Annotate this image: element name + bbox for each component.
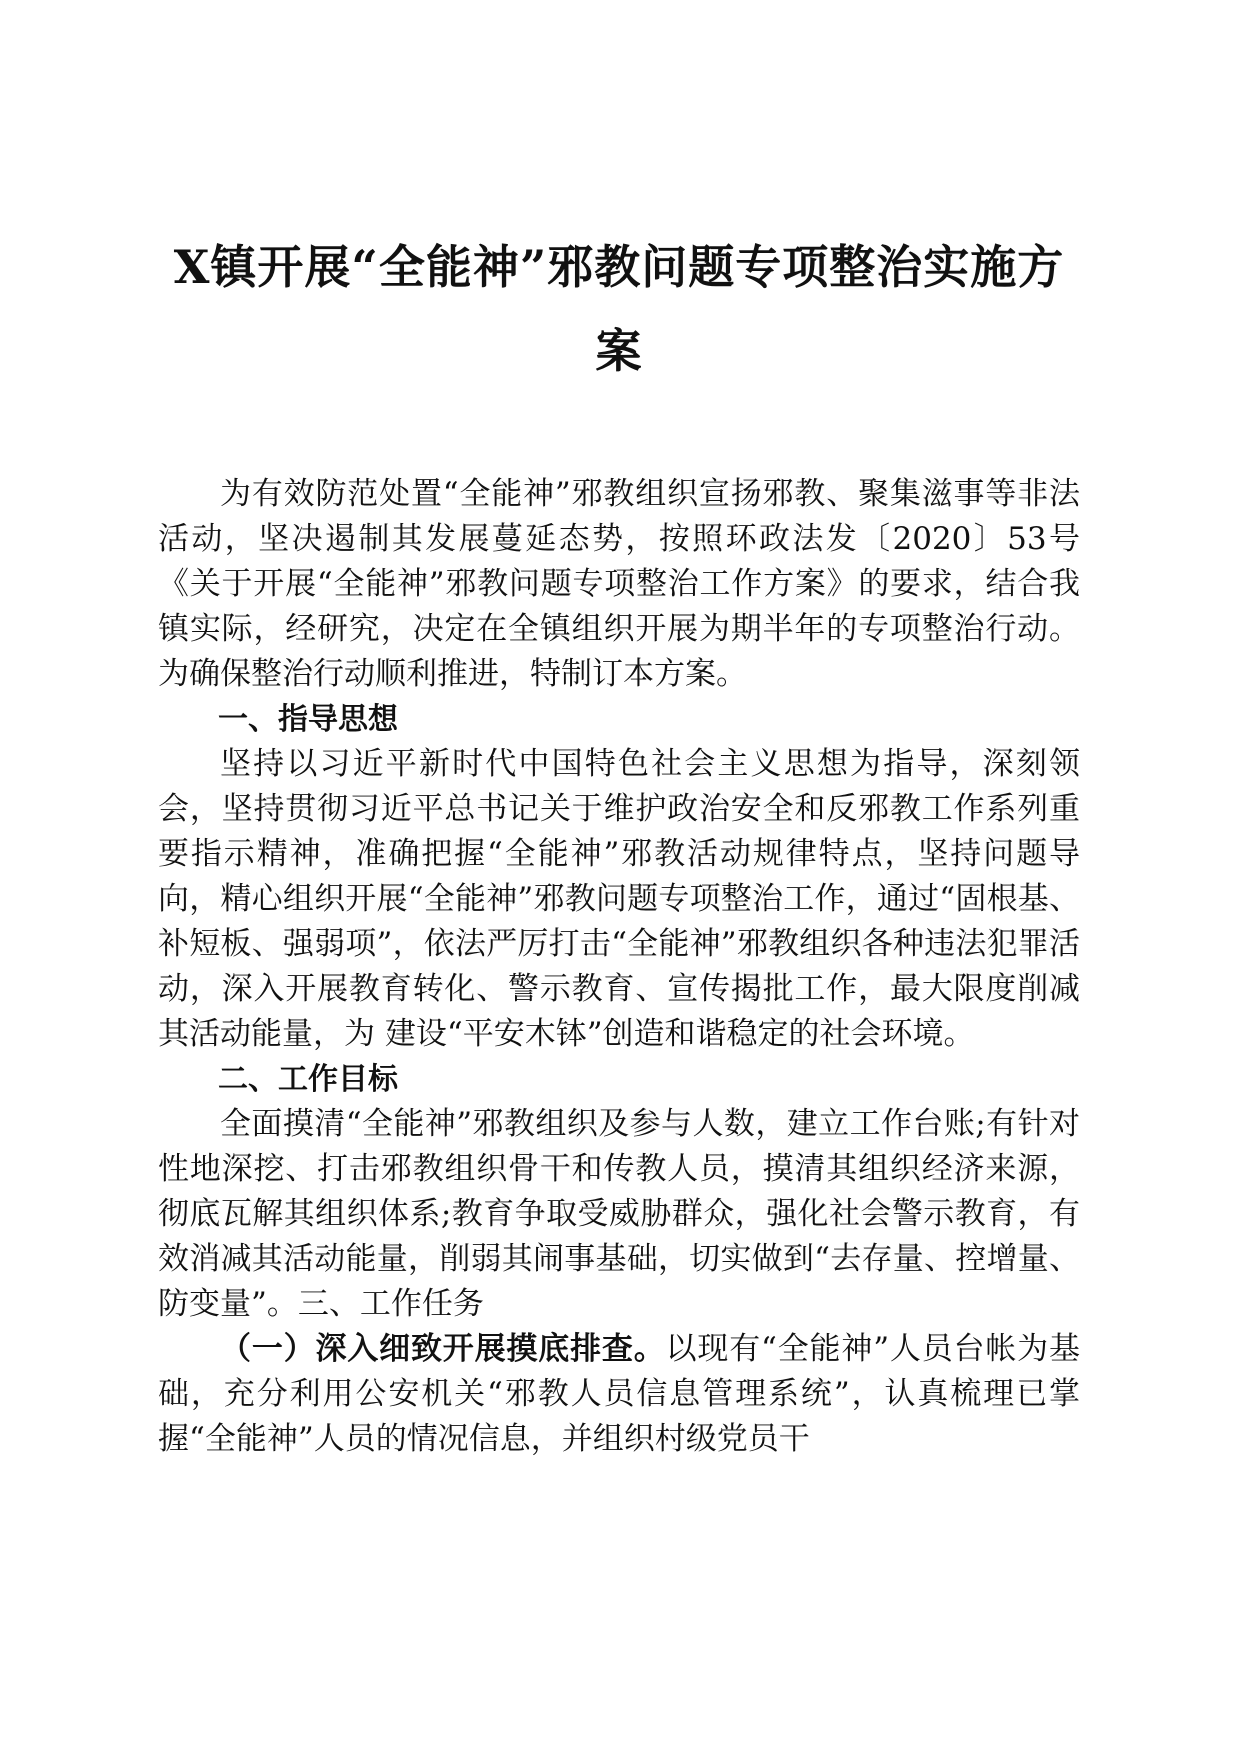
guiding-ideology-paragraph: 坚持以习近平新时代中国特色社会主义思想为指导，深刻领会，坚持贯彻习近平总书记关于维护政治安全和反邪教工作系列重要指示精神，准确把握“全能神”邪教活动规律特点，坚持问题导向，精心组织开展“全能神”邪教问题专项整治工作，通过“固根基、补短板、强弱项”，依法严厉打击“全能神”邪教组织各种违法犯罪活动，深入开展教育转化、警示教育、宣传揭批工作，最大限度削减其活动能量，为 建设“平安木钵”创造和谐稳定的社会环境。 [158, 746, 1080, 1052]
section-heading-work-goals: 二、工作目标 [218, 1062, 398, 1097]
document-title: X镇开展“全能神”邪教问题专项整治实施方案 [173, 240, 1065, 378]
document-page [158, 0, 1080, 1754]
work-goals-paragraph: 全面摸清“全能神”邪教组织及参与人数，建立工作台账;有针对性地深挖、打击邪教组织骨干和传教人员，摸清其组织经济来源，彻底瓦解其组织体系;教育争取受威胁群众，强化社会警示教育，有效消减其活动能量，削弱其闹事基础，切实做到“去存量、控增量、防变量”。三、工作任务 [158, 1106, 1080, 1322]
task-one-text: 以现有“全能神”人员台帐为基础，充分利用公安机关“邪教人员信息管理系统”，认真梳理已掌握“全能神”人员的情况信息，并组织村级党员干 [158, 1331, 1080, 1457]
task-one-lead: （一）深入细致开展摸底排查。 [220, 1331, 666, 1367]
document-body [158, 472, 1080, 1462]
section-heading-guiding-ideology: 一、指导思想 [218, 702, 398, 737]
task-one-paragraph [158, 1327, 1080, 1462]
intro-paragraph: 为有效防范处置“全能神”邪教组织宣扬邪教、聚集滋事等非法活动，坚决遏制其发展蔓延态势，按照环政法发〔2020〕53号《关于开展“全能神”邪教问题专项整治工作方案》的要求，结合我镇实际，经研究，决定在全镇组织开展为期半年的专项整治行动。为确保整治行动顺利推进，特制订本方案。 [158, 476, 1080, 692]
